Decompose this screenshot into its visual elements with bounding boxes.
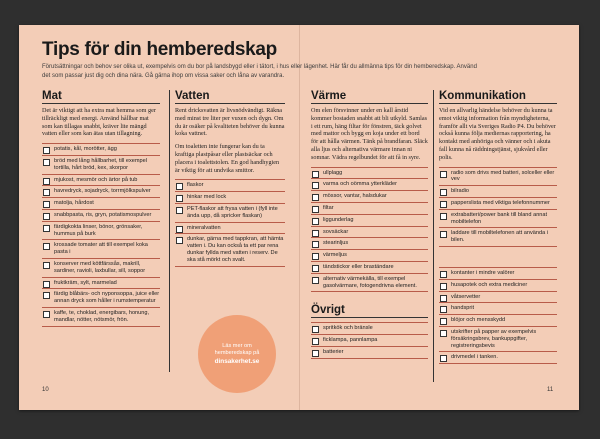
info-circle	[198, 315, 276, 393]
checkbox[interactable]	[312, 230, 319, 237]
checklist-item	[42, 156, 160, 175]
checklist-ovrigt	[311, 322, 428, 358]
checkbox[interactable]	[43, 225, 50, 232]
section-varme	[311, 90, 428, 359]
checklist-item-label: alternativ värmekälla, till exempel gasolvärmare, fotogendrivna element.	[323, 275, 417, 289]
checklist-item	[175, 192, 285, 204]
checkbox[interactable]	[440, 318, 447, 325]
checklist-item-label: liggunderlag	[323, 216, 354, 223]
checklist-item-label: fruktkräm, sylt, marmelad	[54, 279, 117, 286]
checkbox[interactable]	[440, 231, 447, 238]
checklist-item	[311, 179, 428, 191]
checklist-varme	[311, 167, 428, 293]
checklist-item-label: flaskor	[187, 182, 204, 189]
checkbox[interactable]	[312, 265, 319, 272]
checklist-item-label: utskrifter på papper av exempelvis försäkringsbrev, bankuppgifter, registreringsbevis	[451, 328, 537, 349]
checkbox[interactable]	[176, 237, 183, 244]
checkbox[interactable]	[312, 206, 319, 213]
checklist-item	[42, 289, 160, 308]
checklist-item	[311, 238, 428, 250]
checkbox[interactable]	[440, 283, 447, 290]
checklist-item	[42, 175, 160, 187]
checklist-item-label: ullplagg	[323, 169, 343, 176]
checkbox[interactable]	[440, 295, 447, 302]
checklist-item-label: spritkök och bränsle	[323, 325, 373, 332]
checklist-item	[42, 308, 160, 327]
checkbox[interactable]	[440, 330, 447, 337]
checklist-item-label: potatis, kål, morötter, ägg	[54, 146, 117, 153]
checklist-item-label: hinkar med lock	[187, 194, 227, 201]
checkbox[interactable]	[312, 194, 319, 201]
checklist-item	[439, 210, 557, 229]
checkbox[interactable]	[43, 178, 50, 185]
checklist-item-label: matolja, hårdost	[54, 200, 94, 207]
checkbox[interactable]	[440, 271, 447, 278]
checkbox[interactable]	[312, 253, 319, 260]
checklist-item	[42, 240, 160, 259]
checklist-ovrigt-extra	[439, 267, 557, 364]
checklist-item	[439, 352, 557, 364]
checkbox[interactable]	[440, 213, 447, 220]
section-text-varme: Om elen försvinner under en kall årstid kommer bostaden snabbt att bli utkyld. Samlas i ett rum, häng filtar för fönstren, täck golvet med mattor och bygg en koja under ett bord för att hålla värmen. Tänk på brandfaran. Släck alla ljus och alternativa värmare innan ni somnar. Vädra regelbundet för att få in syre.	[311, 107, 428, 161]
checklist-item-label: ficklampa, pannlampa	[323, 337, 378, 344]
column-divider	[433, 90, 434, 382]
checkbox[interactable]	[43, 189, 50, 196]
section-kommunikation	[439, 90, 557, 364]
checklist-item-label: varma och oömma ytterkläder	[323, 181, 397, 188]
checkbox[interactable]	[43, 159, 50, 166]
checklist-vatten	[175, 179, 285, 266]
checklist-item-label: färdig blåbärs- och nyponsoppa, juice eller annan dryck som håller i rumstemperatur	[54, 291, 160, 305]
checklist-item	[439, 228, 557, 247]
checklist-item	[42, 222, 160, 241]
checklist-item	[42, 278, 160, 290]
checkbox[interactable]	[312, 218, 319, 225]
checkbox[interactable]	[312, 277, 319, 284]
checklist-item-label: extrabatteri/power bank till bland annat mobiltelefon	[451, 211, 548, 225]
checklist-item-label: radio som drivs med batteri, solceller eller vev	[451, 169, 555, 183]
checkbox[interactable]	[43, 213, 50, 220]
info-circle-line1: Läs mer om	[222, 343, 252, 349]
checkbox[interactable]	[43, 292, 50, 299]
checklist-item	[311, 262, 428, 274]
checklist-item	[42, 198, 160, 210]
checklist-item	[439, 186, 557, 198]
brochure-spread	[19, 25, 579, 410]
checklist-item-label: sovsäckar	[323, 228, 349, 235]
checklist-item-label: färdigkokta linser, bönor, grönsaker, hummus på burk	[54, 223, 143, 237]
checkbox[interactable]	[312, 182, 319, 189]
checklist-item-label: handsprit	[451, 305, 475, 312]
checkbox[interactable]	[176, 195, 183, 202]
checklist-item	[175, 204, 285, 223]
info-circle-url: dinsakerhet.se	[214, 358, 260, 365]
column-divider	[169, 90, 170, 372]
checklist-item-label: husapotek och extra mediciner	[451, 281, 528, 288]
section-text-vatten-1: Rent dricksvatten är livsnödvändigt. Räkna med minst tre liter per vuxen och dygn. Om du är osäker på kvaliteten behöver du kunna koka vattnet.	[175, 107, 285, 138]
section-mat	[42, 90, 160, 327]
checkbox[interactable]	[43, 311, 50, 318]
checklist-item	[439, 327, 557, 352]
checklist-item-label: konserver med köttfärssås, makrill, sardiner, ravioli, laxbullar, sill, soppor	[54, 260, 146, 274]
checklist-item	[311, 203, 428, 215]
checklist-item	[42, 210, 160, 222]
checkbox[interactable]	[312, 241, 319, 248]
checkbox[interactable]	[176, 226, 183, 233]
checkbox[interactable]	[176, 183, 183, 190]
checkbox[interactable]	[440, 201, 447, 208]
checklist-item-label: filtar	[323, 204, 334, 211]
checklist-item	[311, 335, 428, 347]
checklist-item	[439, 198, 557, 210]
section-text-vatten-2: Om toaletten inte fungerar kan du ta kraftiga plastpåsar eller plastsäckar och placera i toalettstolen. En god handhygien är viktig för att undvika smittor.	[175, 143, 280, 174]
checklist-item-label: kontanter i mindre valörer	[451, 269, 515, 276]
section-heading-ovrigt: Övrigt	[311, 304, 428, 318]
checklist-item-label: mineralvatten	[187, 224, 221, 231]
checklist-item-label: PET-flaskor att frysa vatten i (fyll inte ända upp, då spricker flaskan)	[187, 205, 278, 219]
checklist-item	[439, 280, 557, 292]
section-heading-vatten: Vatten	[175, 90, 285, 104]
checkbox[interactable]	[43, 201, 50, 208]
checklist-kommunikation	[439, 167, 557, 247]
checkbox[interactable]	[440, 355, 447, 362]
checklist-item-label: tändstickor eller braständare	[323, 263, 394, 270]
checkbox[interactable]	[43, 262, 50, 269]
page-number-left: 10	[42, 387, 49, 393]
checklist-item-label: dunkar, gärna med tappkran, att hämta vatten i. Du kan också ta ett par rena dunkar fyllda med vatten i reserv. De ska stå mörkt och svalt.	[187, 236, 284, 263]
checklist-mat	[42, 143, 160, 326]
checklist-item-label: snabbpasta, ris, gryn, potatismospulver	[54, 211, 152, 218]
section-text-mat: Det är viktigt att ha extra mat hemma som ger tillräckligt med energi. Använd hållbar mat som kan tillagas snabbt, kräver lite mängd vatten eller som kan ätas utan tillagning.	[42, 107, 156, 138]
section-vatten	[175, 90, 285, 267]
checkbox[interactable]	[440, 189, 447, 196]
checklist-item	[439, 303, 557, 315]
checkbox[interactable]	[312, 350, 319, 357]
checklist-item	[42, 186, 160, 198]
checkbox[interactable]	[312, 338, 319, 345]
section-text-kommunikation: Vid en allvarlig händelse behöver du kunna ta emot viktig information från myndigheterna, framför allt via Sveriges Radio P4. Du behöver också kunna följa mediernas rapportering, ha kontakt med anhöriga och vänner och i akuta fall kunna nå räddningstjänst, sjukvård eller polis.	[439, 107, 556, 161]
checklist-item-label: mössor, vantar, halsdukar	[323, 193, 387, 200]
checkbox[interactable]	[312, 171, 319, 178]
checklist-item	[311, 191, 428, 203]
page-fold	[299, 25, 300, 410]
checklist-item	[42, 259, 160, 278]
checklist-item	[175, 223, 285, 235]
checklist-item-label: batterier	[323, 348, 344, 355]
checklist-item	[439, 267, 557, 280]
section-heading-mat: Mat	[42, 90, 160, 104]
checkbox[interactable]	[43, 147, 50, 154]
checklist-item	[311, 250, 428, 262]
checklist-item-label: papperslista med viktiga telefonnummer	[451, 199, 550, 206]
intro-text: Förutsättningar och behov ser olika ut, exempelvis om du bor på landsbygd eller i tätort, i hus eller lägenhet. Här får du allmänna tips för din hemberedskap. Använd det som passar just dig och dina nära. Gå gärna ihop om vissa saker och låna av varandra.	[42, 64, 477, 79]
checklist-item	[311, 274, 428, 293]
checklist-item	[439, 167, 557, 187]
section-heading-varme: Värme	[311, 90, 428, 104]
checklist-item-label: mjukost, mesmör och ärtor på tub	[54, 176, 138, 183]
checklist-item-label: laddare till mobiltelefonen att använda i bilen.	[451, 230, 549, 244]
section-heading-kommunikation: Kommunikation	[439, 90, 557, 104]
checklist-item-label: krossade tomater att till exempel koka pasta i	[54, 242, 148, 256]
checklist-item	[42, 143, 160, 156]
checkbox[interactable]	[440, 171, 447, 178]
checklist-item	[439, 292, 557, 304]
checklist-item-label: stearinljus	[323, 240, 349, 247]
checklist-item-label: värmeljus	[323, 252, 347, 259]
checklist-item	[175, 234, 285, 266]
page-number-right: 11	[547, 387, 554, 393]
checkbox[interactable]	[43, 281, 50, 288]
page-title: Tips för din hemberedskap	[42, 39, 277, 60]
checkbox[interactable]	[440, 306, 447, 313]
checklist-item	[439, 315, 557, 327]
checklist-item-label: blöjor och mensskydd	[451, 317, 506, 324]
checklist-item-label: drivmedel i tanken.	[451, 354, 498, 361]
checklist-item	[311, 215, 428, 227]
checklist-item	[311, 347, 428, 359]
checklist-item-label: kaffe, te, choklad, energibars, honung, mandlar, nötter, nötsmör, frön.	[54, 309, 150, 323]
info-circle-line2: hemberedskap på	[214, 350, 260, 356]
checklist-item	[311, 322, 428, 335]
checklist-item-label: bilradio	[451, 188, 470, 195]
checklist-item-label: havredryck, sojadryck, torrmjölkspulver	[54, 188, 151, 195]
checkbox[interactable]	[43, 243, 50, 250]
checkbox[interactable]	[312, 326, 319, 333]
checklist-item	[311, 227, 428, 239]
checklist-item	[175, 179, 285, 192]
checklist-item	[311, 167, 428, 180]
checklist-item-label: bröd med lång hållbarhet, till exempel tortilla, hårt bröd, kex, skorpor	[54, 157, 147, 171]
checkbox[interactable]	[176, 207, 183, 214]
checklist-item-label: våtservetter	[451, 293, 481, 300]
